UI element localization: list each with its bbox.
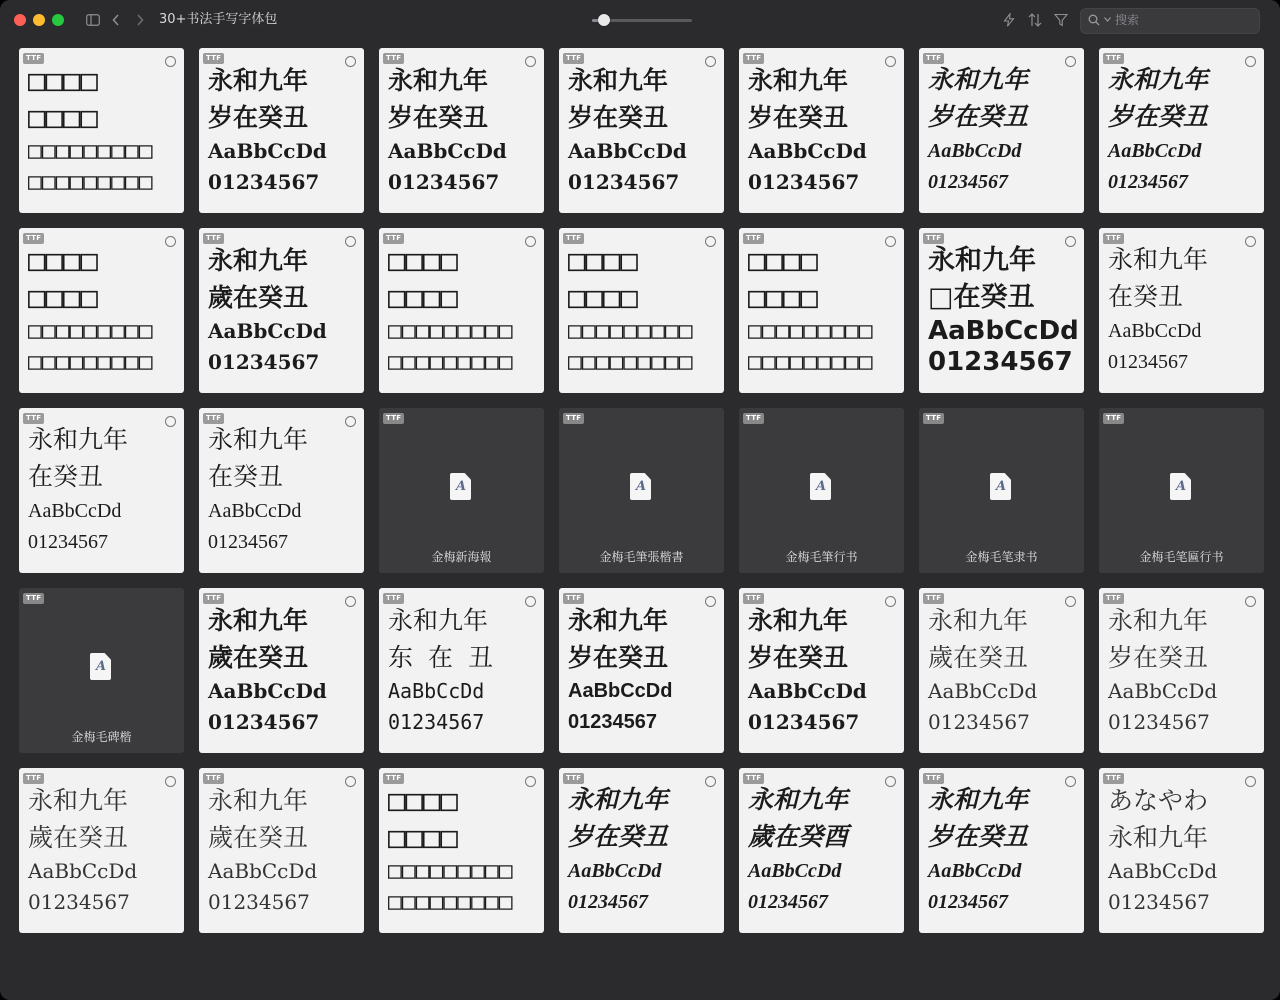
preview-line: AaBbCcDd [1108,859,1218,883]
font-preview [568,602,724,737]
preview-line: □在癸丑 [928,282,1035,313]
preview-line: 岁在癸丑 [388,103,489,132]
font-tile[interactable] [919,768,1084,933]
preview-line: 01234567 [208,531,288,553]
ttf-badge: TTF [1103,413,1124,424]
preview-line: AaBbCcDd [1108,320,1202,342]
font-tile[interactable] [559,768,724,933]
preview-line: □□□□ [748,243,818,277]
font-file-name: 金梅毛笔隶书 [965,550,1038,564]
preview-line: 01234567 [208,170,320,194]
font-preview [1108,62,1264,197]
chevron-down-icon[interactable] [1104,13,1111,24]
preview-line: 永和九年 [568,787,669,814]
font-tile[interactable] [379,588,544,753]
preview-line: AaBbCcDd [748,139,867,163]
ttf-badge: TTF [923,53,944,64]
preview-line: □□□□ [388,243,458,277]
preview-line: 岁在癸丑 [568,824,669,851]
preview-line: □□□□□□□□□ [388,858,513,884]
ttf-badge: TTF [1103,233,1124,244]
font-tile[interactable] [199,768,364,933]
preview-line: 永和九年 [208,246,309,275]
font-tile[interactable] [379,408,544,573]
preview-line: 01234567 [1108,710,1210,734]
preview-line: 01234567 [208,710,320,734]
preview-line: 01234567 [388,710,485,734]
ttf-badge: TTF [383,593,404,604]
filter-icon[interactable] [1054,10,1068,33]
font-preview [568,782,724,917]
preview-line: 01234567 [28,890,130,914]
preview-line: 01234567 [208,890,310,914]
font-preview [388,602,544,737]
back-chevron-icon[interactable] [112,10,120,32]
font-tile[interactable] [19,768,184,933]
preview-line: 01234567 [928,710,1030,734]
preview-line: □□□□ [28,100,98,134]
font-tile[interactable] [739,228,904,393]
ttf-badge: TTF [23,773,44,784]
preview-line: 01234567 [748,891,828,913]
ttf-badge: TTF [563,233,584,244]
preview-line: AaBbCcDd [1108,140,1202,162]
preview-line: □□□□□□□□□ [568,318,693,344]
preview-line: AaBbCcDd [208,679,327,703]
minimize-window-button[interactable] [33,14,45,26]
preview-line: □□□□□□□□□ [28,318,153,344]
font-preview [1108,602,1264,737]
zoom-slider-thumb[interactable] [598,14,610,26]
sort-icon[interactable] [1028,10,1042,33]
ttf-badge: TTF [383,413,404,424]
preview-line: □□□□□□□□□ [28,169,153,195]
preview-line: 永和九年 [28,786,129,815]
ttf-badge: TTF [1103,773,1124,784]
ttf-badge: TTF [203,53,224,64]
preview-line: □□□□ [28,243,98,277]
ttf-badge: TTF [383,53,404,64]
font-preview [208,422,364,557]
preview-line: 永和九年 [748,787,849,814]
preview-line: 岁在癸丑 [568,644,669,672]
preview-line: あなやわ [1108,786,1209,815]
font-preview [928,62,1084,197]
preview-line: 01234567 [1108,171,1188,193]
font-tile[interactable] [199,588,364,753]
preview-line: 岁在癸丑 [748,643,849,672]
font-tile[interactable] [19,228,184,393]
preview-line: 永和九年 [568,607,669,635]
ttf-badge: TTF [923,233,944,244]
preview-line: □□□□ [28,280,98,314]
font-preview [28,242,184,378]
ttf-badge: TTF [203,233,224,244]
preview-line: 01234567 [928,347,1073,377]
font-tile[interactable] [379,768,544,933]
preview-line: 岁在癸丑 [1108,104,1209,131]
font-tile[interactable] [379,228,544,393]
preview-line: AaBbCcDd [208,139,327,163]
preview-line: 01234567 [568,711,657,733]
font-tile[interactable] [559,588,724,753]
preview-line: AaBbCcDd [748,860,842,882]
ttf-badge: TTF [23,53,44,64]
preview-line: 永和九年 [928,606,1029,635]
ttf-badge: TTF [1103,593,1124,604]
ttf-badge: TTF [203,413,224,424]
preview-line: □□□□□□□□□ [748,318,873,344]
font-tile[interactable] [199,408,364,573]
preview-line: 01234567 [388,170,500,194]
preview-line: 永和九年 [748,606,849,635]
preview-line: 永和九年 [928,787,1029,814]
font-preview [748,602,904,737]
font-file-name: 金梅新海報 [431,550,492,564]
title-bar [0,0,1280,40]
window-title: 30+书法手写字体包 [159,12,278,27]
preview-line: 岁在癸丑 [928,824,1029,851]
ttf-badge: TTF [563,413,584,424]
font-tile[interactable] [919,228,1084,393]
preview-line: AaBbCcDd [208,500,302,522]
ttf-badge: TTF [923,413,944,424]
ttf-badge: TTF [563,53,584,64]
ttf-badge: TTF [383,773,404,784]
font-tile[interactable] [19,48,184,213]
preview-line: AaBbCcDd [928,860,1022,882]
preview-line: 永和九年 [208,786,309,815]
search-input[interactable] [1115,11,1253,29]
ttf-badge: TTF [743,53,764,64]
lightning-icon[interactable] [1003,10,1015,33]
font-tile[interactable] [199,48,364,213]
font-preview [208,782,364,917]
font-tile[interactable] [559,48,724,213]
font-preview [568,242,724,378]
preview-line: 永和九年 [928,245,1036,276]
preview-line: 01234567 [748,710,860,734]
preview-line: 歲在癸丑 [208,643,309,672]
ttf-badge: TTF [923,593,944,604]
preview-line: □□□□ [748,280,818,314]
font-preview [208,602,364,737]
preview-line: □□□□ [568,280,638,314]
font-file-name: 金梅毛碑楷 [71,730,132,744]
ttf-badge: TTF [23,233,44,244]
preview-line: AaBbCcDd [568,860,662,882]
font-tile[interactable] [19,588,184,753]
preview-line: □□□□ [28,63,98,97]
ttf-badge: TTF [23,593,44,604]
preview-line: □□□□□□□□□ [28,349,153,375]
font-file-name: 金梅毛筆張楷書 [599,550,684,564]
preview-line: 东 在 丑 [388,643,494,672]
font-preview [28,782,184,917]
preview-line: AaBbCcDd [928,140,1022,162]
font-preview [388,782,544,918]
preview-line: □□□□ [388,783,458,817]
ttf-badge: TTF [743,593,764,604]
preview-line: AaBbCcDd [1108,679,1218,703]
preview-line: AaBbCcDd [388,139,507,163]
ttf-badge: TTF [23,413,44,424]
zoom-window-button[interactable] [52,14,64,26]
close-window-button[interactable] [14,14,26,26]
preview-line: 永和九年 [208,606,309,635]
preview-line: □□□□□□□□□ [568,349,693,375]
preview-line: □□□□□□□□□ [28,138,153,164]
font-preview [748,242,904,378]
preview-line: 01234567 [1108,351,1188,373]
preview-line: AaBbCcDd [928,316,1079,346]
preview-line: 永和九年 [388,606,489,635]
preview-line: 01234567 [568,170,680,194]
font-preview [928,242,1084,377]
font-grid [19,48,1264,933]
preview-line: 永和九年 [28,427,129,454]
preview-line: 歲在癸丑 [28,823,129,852]
font-preview [1108,242,1264,377]
font-preview [208,242,364,377]
font-tile[interactable] [919,588,1084,753]
preview-line: 永和九年 [1108,247,1209,274]
preview-line: □□□□□□□□□ [388,318,513,344]
font-preview [748,62,904,197]
preview-line: 在癸丑 [208,464,284,491]
font-file-glyph-icon: A [1175,479,1187,494]
font-tile[interactable] [739,588,904,753]
preview-line: AaBbCcDd [208,319,327,343]
search-icon [1088,12,1100,29]
preview-line: 岁在癸丑 [928,104,1029,131]
font-preview [748,782,904,917]
ttf-badge: TTF [743,233,764,244]
preview-line: 歲在癸丑 [208,823,309,852]
forward-chevron-icon[interactable] [136,10,144,32]
preview-line: AaBbCcDd [208,859,318,883]
preview-line: AaBbCcDd [928,679,1038,703]
ttf-badge: TTF [743,413,764,424]
preview-line: 永和九年 [568,66,669,95]
font-preview [388,242,544,378]
preview-line: 永和九年 [388,66,489,95]
preview-line: 永和九年 [208,427,309,454]
search-field[interactable] [1080,8,1260,34]
preview-line: AaBbCcDd [568,139,687,163]
preview-line: □□□□□□□□□ [388,889,513,915]
preview-line: 01234567 [1108,890,1210,914]
ttf-badge: TTF [923,773,944,784]
font-tile[interactable] [379,48,544,213]
preview-line: 永和九年 [928,67,1029,94]
font-tile[interactable] [1099,768,1264,933]
ttf-badge: TTF [743,773,764,784]
preview-line: 01234567 [28,531,108,553]
preview-line: 岁在癸丑 [748,103,849,132]
font-preview [928,602,1084,737]
ttf-badge: TTF [1103,53,1124,64]
font-tile[interactable] [919,48,1084,213]
preview-line: 01234567 [748,170,860,194]
font-tile[interactable] [919,408,1084,573]
font-tile[interactable] [559,408,724,573]
preview-line: 岁在癸丑 [568,103,669,132]
preview-line: 永和九年 [1108,606,1209,635]
font-file-glyph-icon: A [95,659,107,674]
preview-line: 01234567 [208,350,320,374]
preview-line: 01234567 [568,891,648,913]
font-file-glyph-icon: A [995,479,1007,494]
preview-line: □□□□□□□□□ [748,349,873,375]
preview-line: □□□□ [388,280,458,314]
font-tile[interactable] [1099,228,1264,393]
font-tile[interactable] [559,228,724,393]
preview-line: 01234567 [928,171,1008,193]
preview-line: 01234567 [928,891,1008,913]
font-tile[interactable] [19,408,184,573]
preview-line: 永和九年 [1108,67,1209,94]
font-preview [928,782,1084,917]
preview-line: AaBbCcDd [28,859,138,883]
font-file-name: 金梅毛笔匾行书 [1139,550,1224,564]
font-tile[interactable] [199,228,364,393]
preview-line: AaBbCcDd [28,500,122,522]
font-file-name: 金梅毛筆行书 [785,550,858,564]
preview-line: □□□□□□□□□ [388,349,513,375]
preview-line: □□□□ [388,820,458,854]
preview-line: 歲在癸丑 [208,283,309,312]
font-tile[interactable] [1099,48,1264,213]
preview-line: □□□□ [568,243,638,277]
preview-line: AaBbCcDd [568,680,673,702]
preview-line: AaBbCcDd [388,679,485,703]
preview-line: 在癸丑 [28,464,104,491]
font-file-glyph-icon: A [815,479,827,494]
font-preview [388,62,544,197]
font-tile[interactable] [1099,588,1264,753]
preview-line: 在癸丑 [1108,284,1184,311]
font-tile[interactable] [739,768,904,933]
ttf-badge: TTF [563,593,584,604]
font-file-glyph-icon: A [455,479,467,494]
font-preview [1108,782,1264,917]
font-file-glyph-icon: A [635,479,647,494]
preview-line: 永和九年 [208,66,309,95]
font-tile[interactable] [739,48,904,213]
preview-line: 歲在癸丑 [928,643,1029,672]
font-preview [28,62,184,198]
ttf-badge: TTF [563,773,584,784]
preview-line: 永和九年 [1108,823,1209,852]
font-preview [568,62,724,197]
preview-line: 歲在癸酉 [748,824,849,851]
font-tile[interactable] [739,408,904,573]
font-preview [28,422,184,557]
ttf-badge: TTF [203,773,224,784]
preview-line: 岁在癸丑 [1108,643,1209,672]
ttf-badge: TTF [203,593,224,604]
preview-line: 永和九年 [748,66,849,95]
sidebar-toggle-icon[interactable] [86,10,100,32]
font-tile[interactable] [1099,408,1264,573]
preview-line: AaBbCcDd [748,679,867,703]
font-preview [208,62,364,197]
preview-line: 岁在癸丑 [208,103,309,132]
ttf-badge: TTF [383,233,404,244]
